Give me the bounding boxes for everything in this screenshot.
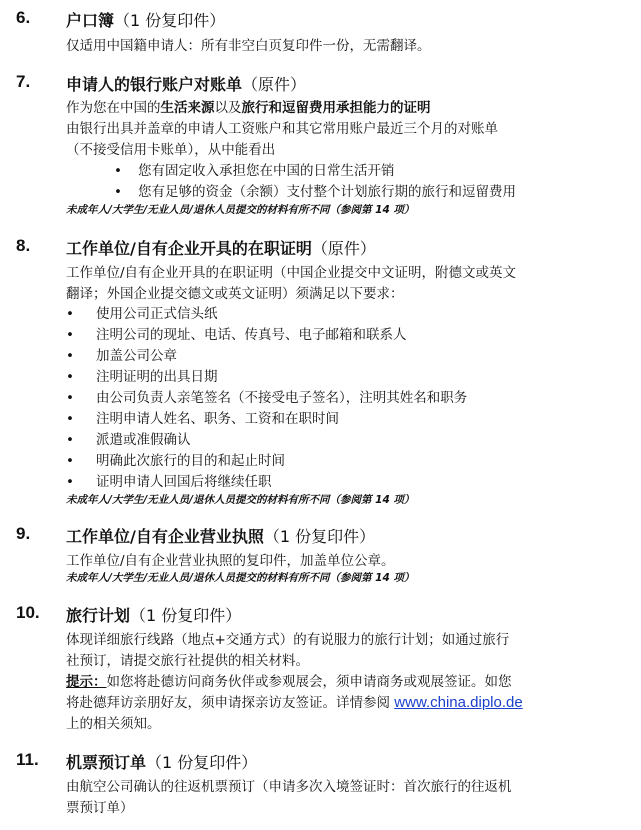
- bullet-icon: •: [66, 306, 74, 322]
- list-item-text: 证明申请人回国后将继续任职: [96, 474, 272, 490]
- text-line: 社预订，请提交旅行社提供的相关材料。: [66, 653, 309, 669]
- list-item: [66, 449, 285, 469]
- item-title: 旅行计划: [66, 606, 131, 625]
- bullet-icon: •: [66, 411, 74, 427]
- item-heading: [66, 72, 306, 95]
- text-line: 体现详细旅行线路（地点+交通方式）的有说服力的旅行计划；如通过旅行: [66, 632, 510, 648]
- item-title: 工作单位/自有企业开具的在职证明: [66, 239, 312, 258]
- bullet-icon: •: [66, 348, 74, 364]
- item-paren: （1 份复印件）: [114, 11, 226, 30]
- bullet-icon: •: [66, 453, 74, 469]
- tip-label: 提示：: [66, 674, 107, 690]
- item-title: 机票预订单: [66, 753, 147, 772]
- text-span: 以及: [214, 100, 242, 116]
- list-item: [114, 180, 516, 200]
- item-number: 11.: [16, 750, 39, 769]
- item-heading: [66, 524, 375, 547]
- list-item: [66, 344, 177, 364]
- list-item: [66, 323, 407, 343]
- text-line: 翻译；外国企业提交德文或英文证明）须满足以下要求：: [66, 286, 404, 302]
- text-line: （不接受信用卡账单），从中能看出: [66, 142, 276, 158]
- emphasis-text: 旅行和逗留费用承担能力的证明: [241, 100, 431, 116]
- text-span: 如您将赴德访问商务伙伴或参观展会，须申请商务或观展签证。如您: [106, 674, 512, 690]
- list-item: [66, 407, 339, 427]
- text-line: 仅适用中国籍申请人：所有非空白页复印件一份，无需翻译。: [66, 38, 431, 54]
- text-line: 由银行出具并盖章的申请人工资账户和其它常用账户最近三个月的对账单: [66, 121, 498, 137]
- text-line: 上的相关须知。: [66, 716, 161, 732]
- item-title: 申请人的银行账户对账单: [66, 75, 243, 94]
- note-text: 未成年人/大学生/无业人员/退休人员提交的材料有所不同（参阅第 14 项）: [66, 572, 415, 584]
- text-line: [66, 670, 512, 690]
- bullet-icon: •: [114, 184, 122, 200]
- item-paren: （1 份复印件）: [263, 527, 376, 546]
- item-paren: （原件）: [242, 75, 307, 94]
- item-number: 9.: [16, 524, 31, 543]
- emphasis-text: 生活来源: [160, 100, 215, 116]
- bullet-icon: •: [66, 390, 74, 406]
- list-item-text: 注明证明的出具日期: [96, 369, 218, 385]
- text-line: 票预订单）: [66, 800, 134, 816]
- list-item: [66, 365, 218, 385]
- item-heading: [66, 236, 376, 259]
- list-item-text: 加盖公司公章: [96, 348, 177, 364]
- item-number: 10.: [16, 603, 40, 622]
- item-heading: [66, 750, 257, 773]
- list-item-text: 使用公司正式信头纸: [96, 306, 218, 322]
- item-title: 户口簿: [66, 11, 115, 30]
- item-number: 6.: [16, 8, 31, 27]
- text-line: [66, 691, 523, 711]
- website-link[interactable]: www.china.diplo.de: [394, 694, 523, 711]
- bullet-icon: •: [66, 327, 74, 343]
- bullet-icon: •: [114, 163, 122, 179]
- item-heading: [66, 603, 241, 626]
- list-item-text: 注明申请人姓名、职务、工资和在职时间: [96, 411, 339, 427]
- item-number: 8.: [16, 236, 31, 255]
- item-heading: [66, 8, 225, 31]
- list-item: [66, 470, 272, 490]
- list-item-text: 注明公司的现址、电话、传真号、电子邮箱和联系人: [96, 327, 407, 343]
- bullet-icon: •: [66, 432, 74, 448]
- list-item-text: 由公司负责人亲笔签名（不接受电子签名），注明其姓名和职务: [96, 390, 468, 406]
- list-item-text: 派遣或准假确认: [96, 432, 191, 448]
- list-item-text: 您有足够的资金（余额）支付整个计划旅行期的旅行和逗留费用: [138, 184, 516, 200]
- text-line: 工作单位/自有企业开具的在职证明（中国企业提交中文证明，附德文或英文: [66, 265, 517, 281]
- note-text: 未成年人/大学生/无业人员/退休人员提交的材料有所不同（参阅第 14 项）: [66, 204, 415, 216]
- list-item: [114, 159, 395, 179]
- text-span: 作为您在中国的: [66, 100, 161, 116]
- list-item: [66, 386, 467, 406]
- item-paren: （1 份复印件）: [130, 606, 242, 625]
- list-item-text: 您有固定收入承担您在中国的日常生活开销: [138, 163, 395, 179]
- item-title: 工作单位/自有企业营业执照: [66, 527, 264, 546]
- bullet-icon: •: [66, 474, 74, 490]
- item-number: 7.: [16, 72, 31, 91]
- bullet-icon: •: [66, 369, 74, 385]
- text-line: 工作单位/自有企业营业执照的复印件，加盖单位公章。: [66, 553, 395, 569]
- text-span: 将赴德拜访亲朋好友，须申请探亲访友签证。详情参阅: [66, 695, 395, 711]
- item-paren: （1 份复印件）: [146, 753, 258, 772]
- text-line: [66, 96, 431, 116]
- note-text: 未成年人/大学生/无业人员/退休人员提交的材料有所不同（参阅第 14 项）: [66, 494, 415, 506]
- item-paren: （原件）: [311, 239, 376, 258]
- text-line: 由航空公司确认的往返机票预订（申请多次入境签证时：首次旅行的往返机: [66, 779, 512, 795]
- list-item: [66, 428, 191, 448]
- list-item-text: 明确此次旅行的目的和起止时间: [96, 453, 285, 469]
- list-item: [66, 302, 218, 322]
